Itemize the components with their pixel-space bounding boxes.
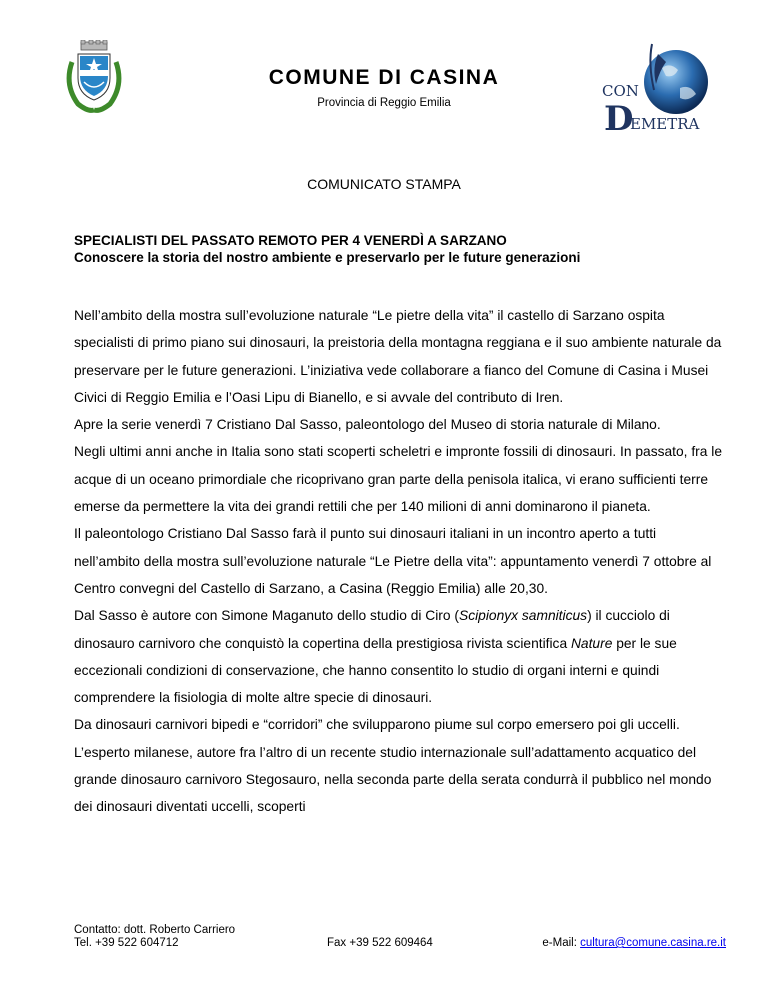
province-subtitle: Provincia di Reggio Emilia xyxy=(317,97,451,109)
headline-subtitle: Conoscere la storia del nostro ambiente e preservarlo per le future generazioni xyxy=(74,250,581,265)
paragraph-intro: Nell’ambito della mostra sull’evoluzione naturale “Le pietre della vita” il castello di Sarzano ospita specialisti di primo piano sui dinosauri, la preistoria della montagna reggiana e il suo ambiente naturale da preservare per le future generazioni. L’iniziativa vede collaborare a fianco del Comune di Casina i Musei Civici di Reggio Emilia e l’Oasi Lipu di Bianello, e si avvale del contributo di Iren. xyxy=(74,308,722,405)
paragraph-birds: Da dinosauri carnivori bipedi e “corridori” che svilupparono piume sul corpo emersero poi gli uccelli. L’esperto milanese, autore fra l’altro di un recente studio internazionale sull’adattamento acquatico del grande dinosauro carnivoro Stegosauro, nella seconda parte della serata condurrà il pubblico nel mondo dei dinosauri diventati uccelli, scoperti xyxy=(74,717,712,815)
logo-text-con: CON xyxy=(602,82,639,100)
headline-title: SPECIALISTI DEL PASSATO REMOTO PER 4 VENERDÌ A SARZANO xyxy=(74,233,507,248)
contact-phone: Tel. +39 522 604712 xyxy=(74,937,179,949)
contact-email: e-Mail: cultura@comune.casina.re.it xyxy=(542,937,726,949)
paragraph-opening-speaker: Apre la serie venerdì 7 Cristiano Dal Sasso, paleontologo del Museo di storia naturale di Milano. xyxy=(74,417,661,433)
article-body xyxy=(74,302,724,821)
logo-text-emetra: EMETRA xyxy=(630,115,700,133)
con-demetra-logo-icon xyxy=(600,40,718,138)
journal-name: Nature xyxy=(570,635,613,651)
species-name: Scipionyx samniticus xyxy=(459,608,588,624)
footer xyxy=(74,924,734,950)
press-release-label: COMUNICATO STAMPA xyxy=(307,176,461,192)
headline xyxy=(74,232,580,266)
paragraph-scipionyx: Dal Sasso è autore con Simone Maganuto dello studio di Ciro (Scipionyx samniticus) il cucciolo di dinosauro carnivoro che conquistò la copertina della prestigiosa rivista scientifica Nature per le sue eccezionali condizioni di conservazione, che hanno consentito lo studio di organi interni e quindi comprendere la fisiologia di molte altre specie di dinosauri. xyxy=(74,608,677,706)
contact-person: Contatto: dott. Roberto Carriero xyxy=(74,924,236,936)
paragraph-dinosaurs-italy: Negli ultimi anni anche in Italia sono stati scoperti scheletri e impronte fossili di dinosauri. In passato, fra le acque di un oceano primordiale che ricoprivano gran parte della penisola italica, vi erano sufficienti terre emerse da permettere la vita dei grandi rettili che per 140 milioni di anni dominarono il pianeta. xyxy=(74,444,723,515)
municipality-title: COMUNE DI CASINA xyxy=(268,66,500,89)
logo-letter-d: D xyxy=(604,99,634,138)
paragraph-event-details: Il paleontologo Cristiano Dal Sasso farà il punto sui dinosauri italiani in un incontro aperto a tutti nell’ambito della mostra sull’evoluzione naturale “Le Pietre della vita”: appuntamento venerdì 7 ottobre al Centro convegni del Castello di Sarzano, a Casina (Reggio Emilia) alle 20,30. xyxy=(74,526,712,596)
contact-fax: Fax +39 522 609464 xyxy=(327,937,433,949)
email-link[interactable]: cultura@comune.casina.re.it xyxy=(580,937,726,949)
